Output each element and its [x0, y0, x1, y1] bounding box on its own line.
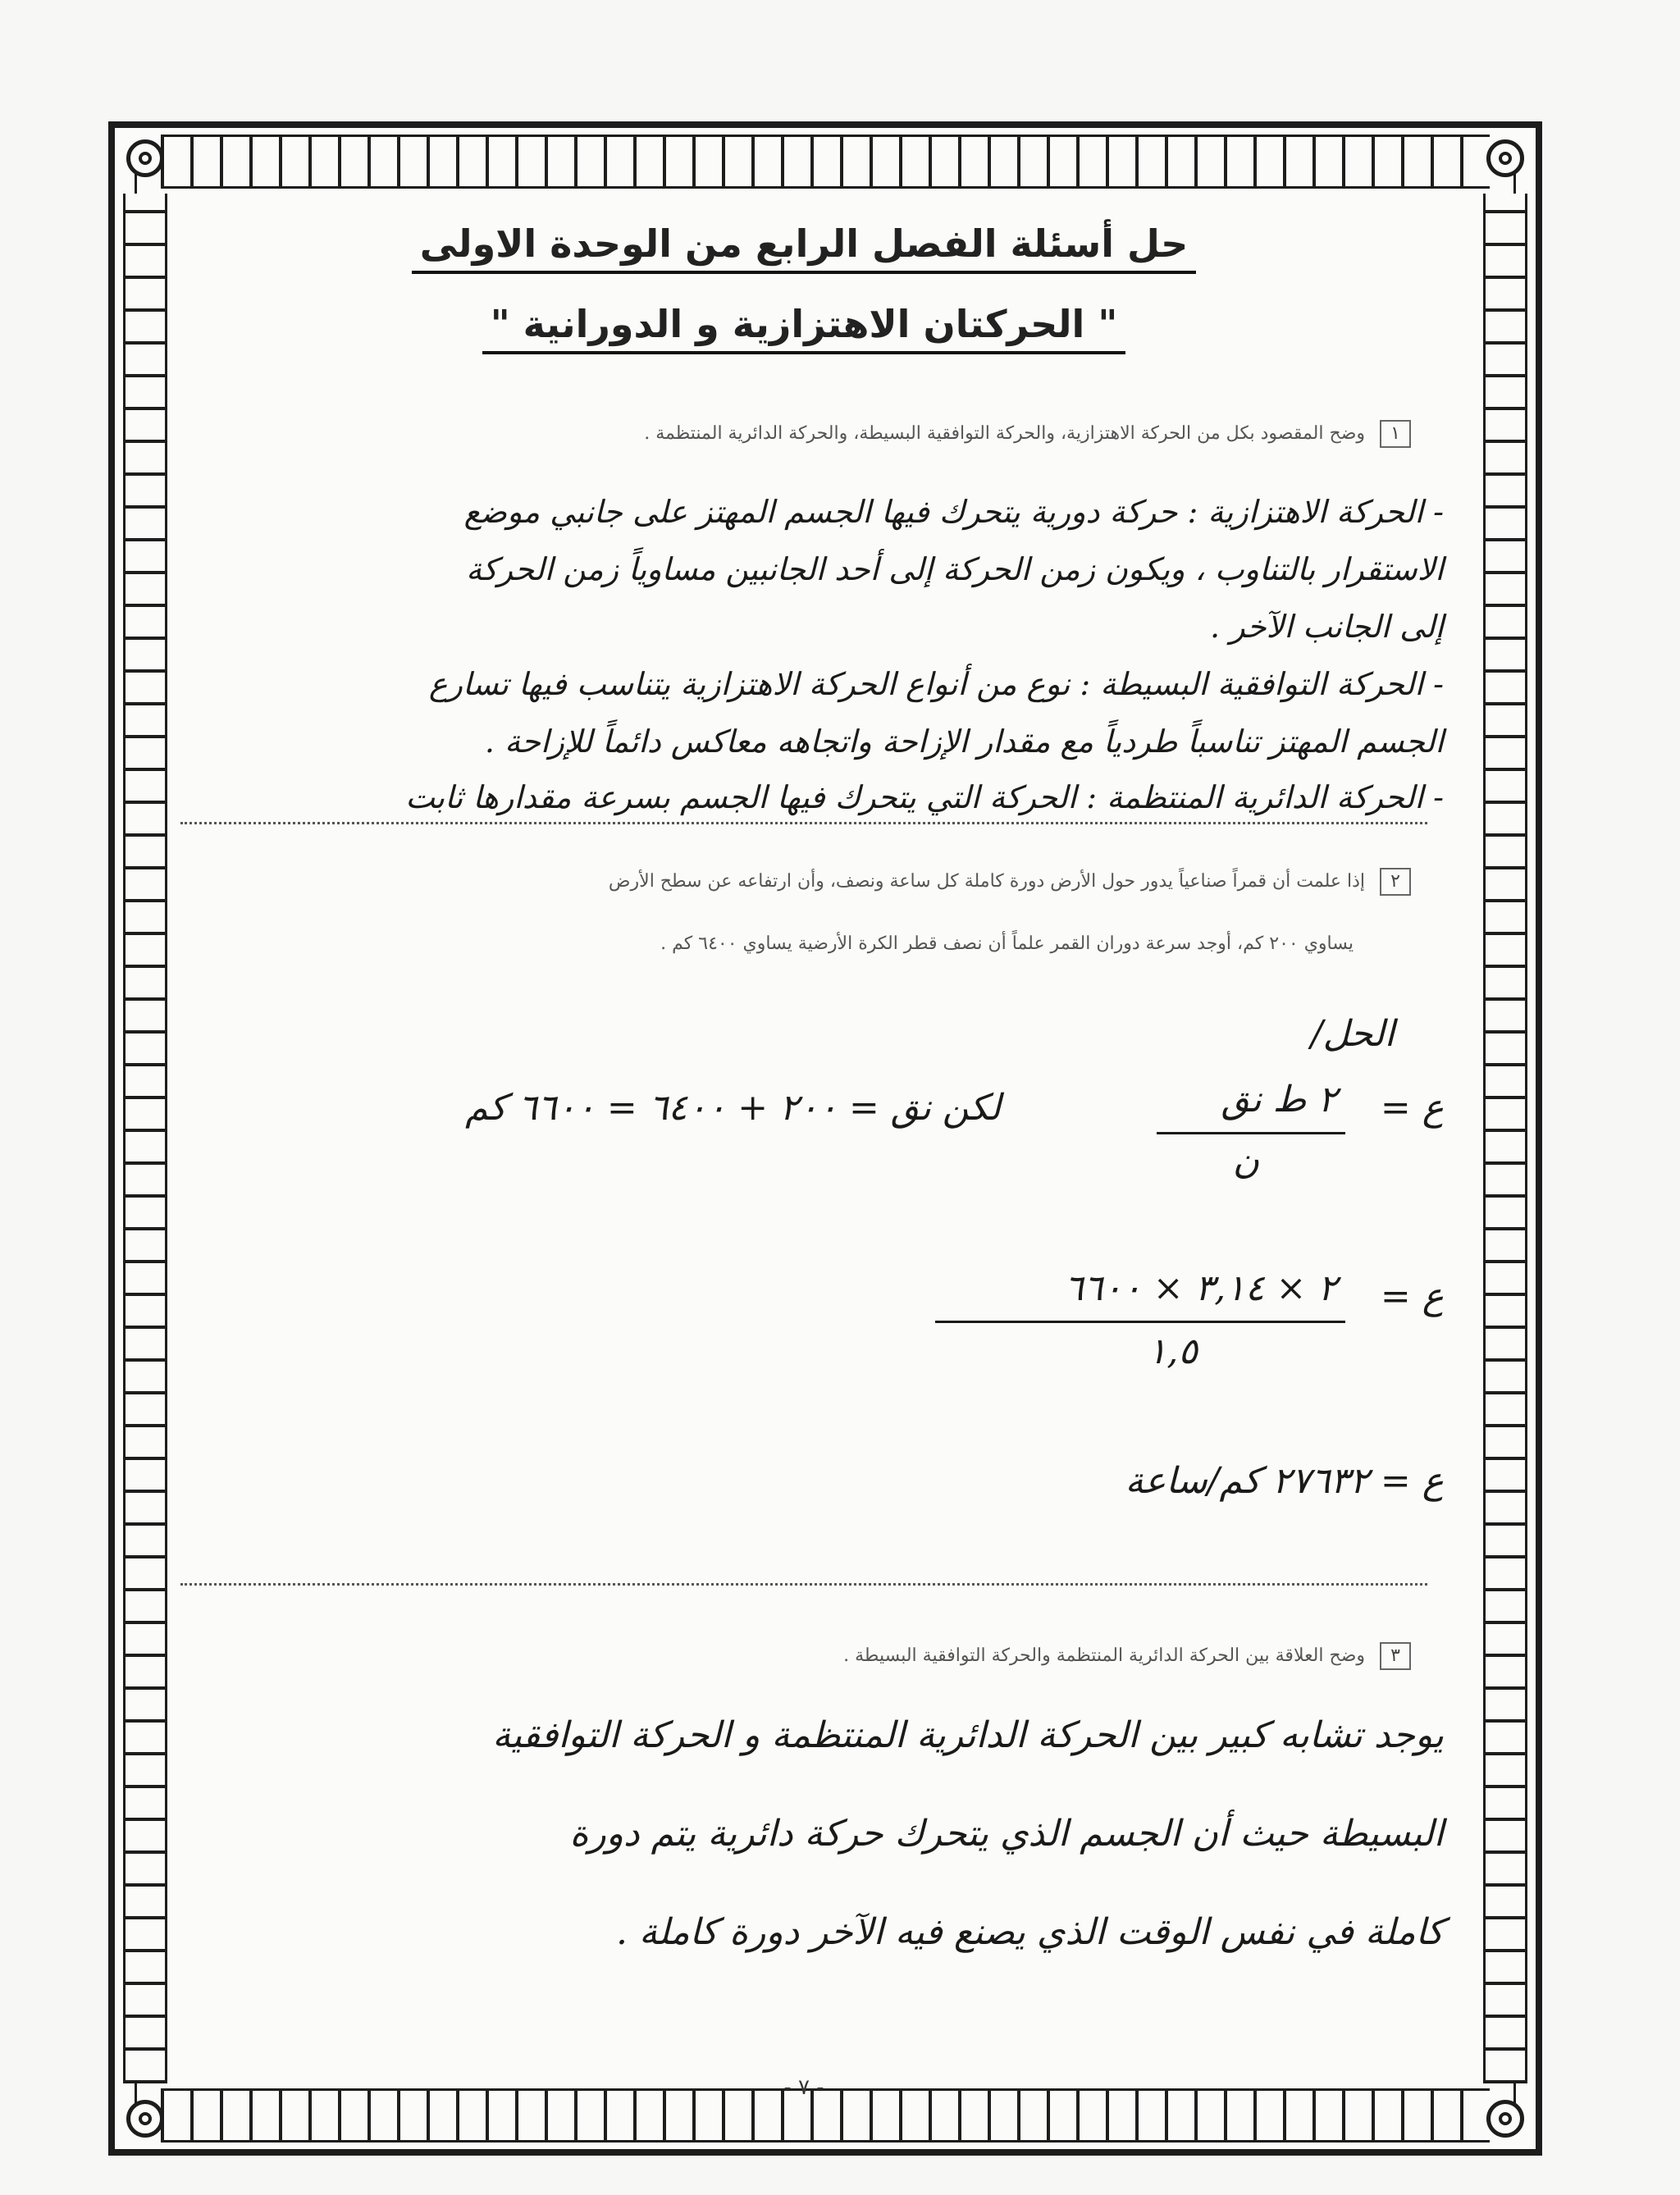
question-1-text: وضح المقصود بكل من الحركة الاهتزازية، والحركة التوافقية البسيطة، والحركة الدائرية المنتظمة .	[644, 423, 1365, 444]
answer-1-line-5: الجسم المهتز تناسباً طردياً مع مقدار الإزاحة واتجاهه معاكس دائماً للإزاحة .	[484, 723, 1444, 760]
equation-2-numerator: ٢ × ٣,١٤ × ٦٦٠٠	[1064, 1267, 1337, 1309]
equation-3-result: ع = ٢٧٦٣٢ كم/ساعة	[1125, 1460, 1444, 1502]
section-divider	[180, 1583, 1427, 1586]
question-1	[644, 420, 1411, 448]
ornament-band-top	[161, 135, 1490, 189]
question-number-2: ٢	[1380, 868, 1411, 896]
answer-1-line-1: - الحركة الاهتزازية : حركة دورية يتحرك فيها الجسم المهتز على جانبي موضع	[463, 494, 1444, 530]
page-number: - ٧ -	[783, 2075, 824, 2100]
radius-note: لكن نق = ٢٠٠ + ٦٤٠٠ = ٦٦٠٠ كم	[465, 1087, 1001, 1129]
answer-1-line-2: الاستقرار بالتناوب ، ويكون زمن الحركة إلى أحد الجانبين مساوياً زمن الحركة	[466, 551, 1444, 587]
answer-3-line-3: كاملة في نفس الوقت الذي يصنع فيه الآخر دورة كاملة .	[615, 1911, 1444, 1953]
answer-3-line-2: البسيطة حيث أن الجسم الذي يتحرك حركة دائرية يتم دورة	[569, 1813, 1444, 1855]
ornament-band-left	[123, 194, 167, 2083]
section-divider	[180, 822, 1427, 824]
corner-ornament-icon	[126, 2100, 164, 2138]
page-title: حل أسئلة الفصل الرابع من الوحدة الاولى	[164, 221, 1444, 266]
equation-2-lhs: ع =	[1380, 1275, 1444, 1317]
corner-ornament-icon	[1486, 139, 1524, 177]
fraction-bar	[1157, 1132, 1345, 1134]
fraction-bar	[935, 1321, 1345, 1323]
ornament-band-right	[1483, 194, 1527, 2083]
solution-label: الحل/	[1310, 1013, 1395, 1055]
question-2-text-line-1: إذا علمت أن قمراً صناعياً يدور حول الأرض دورة كاملة كل ساعة ونصف، وأن ارتفاعه عن سطح الأرض	[608, 871, 1365, 892]
answer-1-line-6: - الحركة الدائرية المنتظمة : الحركة التي يتحرك فيها الجسم بسرعة مقدارها ثابت	[405, 779, 1444, 815]
equation-2-denominator: ١,٥	[1147, 1330, 1198, 1372]
page-content	[164, 205, 1444, 2141]
equation-1-denominator: ن	[1232, 1140, 1259, 1182]
corner-ornament-icon	[1486, 2100, 1524, 2138]
question-2	[609, 868, 1411, 896]
question-number-1: ١	[1380, 420, 1411, 448]
question-2-line-2: يساوي ٢٠٠ كم، أوجد سرعة دوران القمر علماً أن نصف قطر الكرة الأرضية يساوي ٦٤٠٠ كم .	[660, 933, 1354, 954]
answer-3-line-1: يوجد تشابه كبير بين الحركة الدائرية المنتظمة و الحركة التوافقية	[492, 1714, 1444, 1756]
equation-1-lhs: ع =	[1380, 1087, 1444, 1129]
question-3	[843, 1642, 1411, 1670]
equation-1-numerator: ٢ ط نق	[1221, 1079, 1337, 1120]
answer-1-line-4: - الحركة التوافقية البسيطة : نوع من أنواع الحركة الاهتزازية يتناسب فيها تسارع	[428, 666, 1444, 702]
corner-ornament-icon	[126, 139, 164, 177]
question-number-3: ٣	[1380, 1642, 1411, 1670]
question-3-text: وضح العلاقة بين الحركة الدائرية المنتظمة والحركة التوافقية البسيطة .	[843, 1645, 1365, 1666]
page-subtitle: " الحركتان الاهتزازية و الدورانية "	[164, 302, 1444, 346]
answer-1-line-3: إلى الجانب الآخر .	[1210, 609, 1444, 645]
